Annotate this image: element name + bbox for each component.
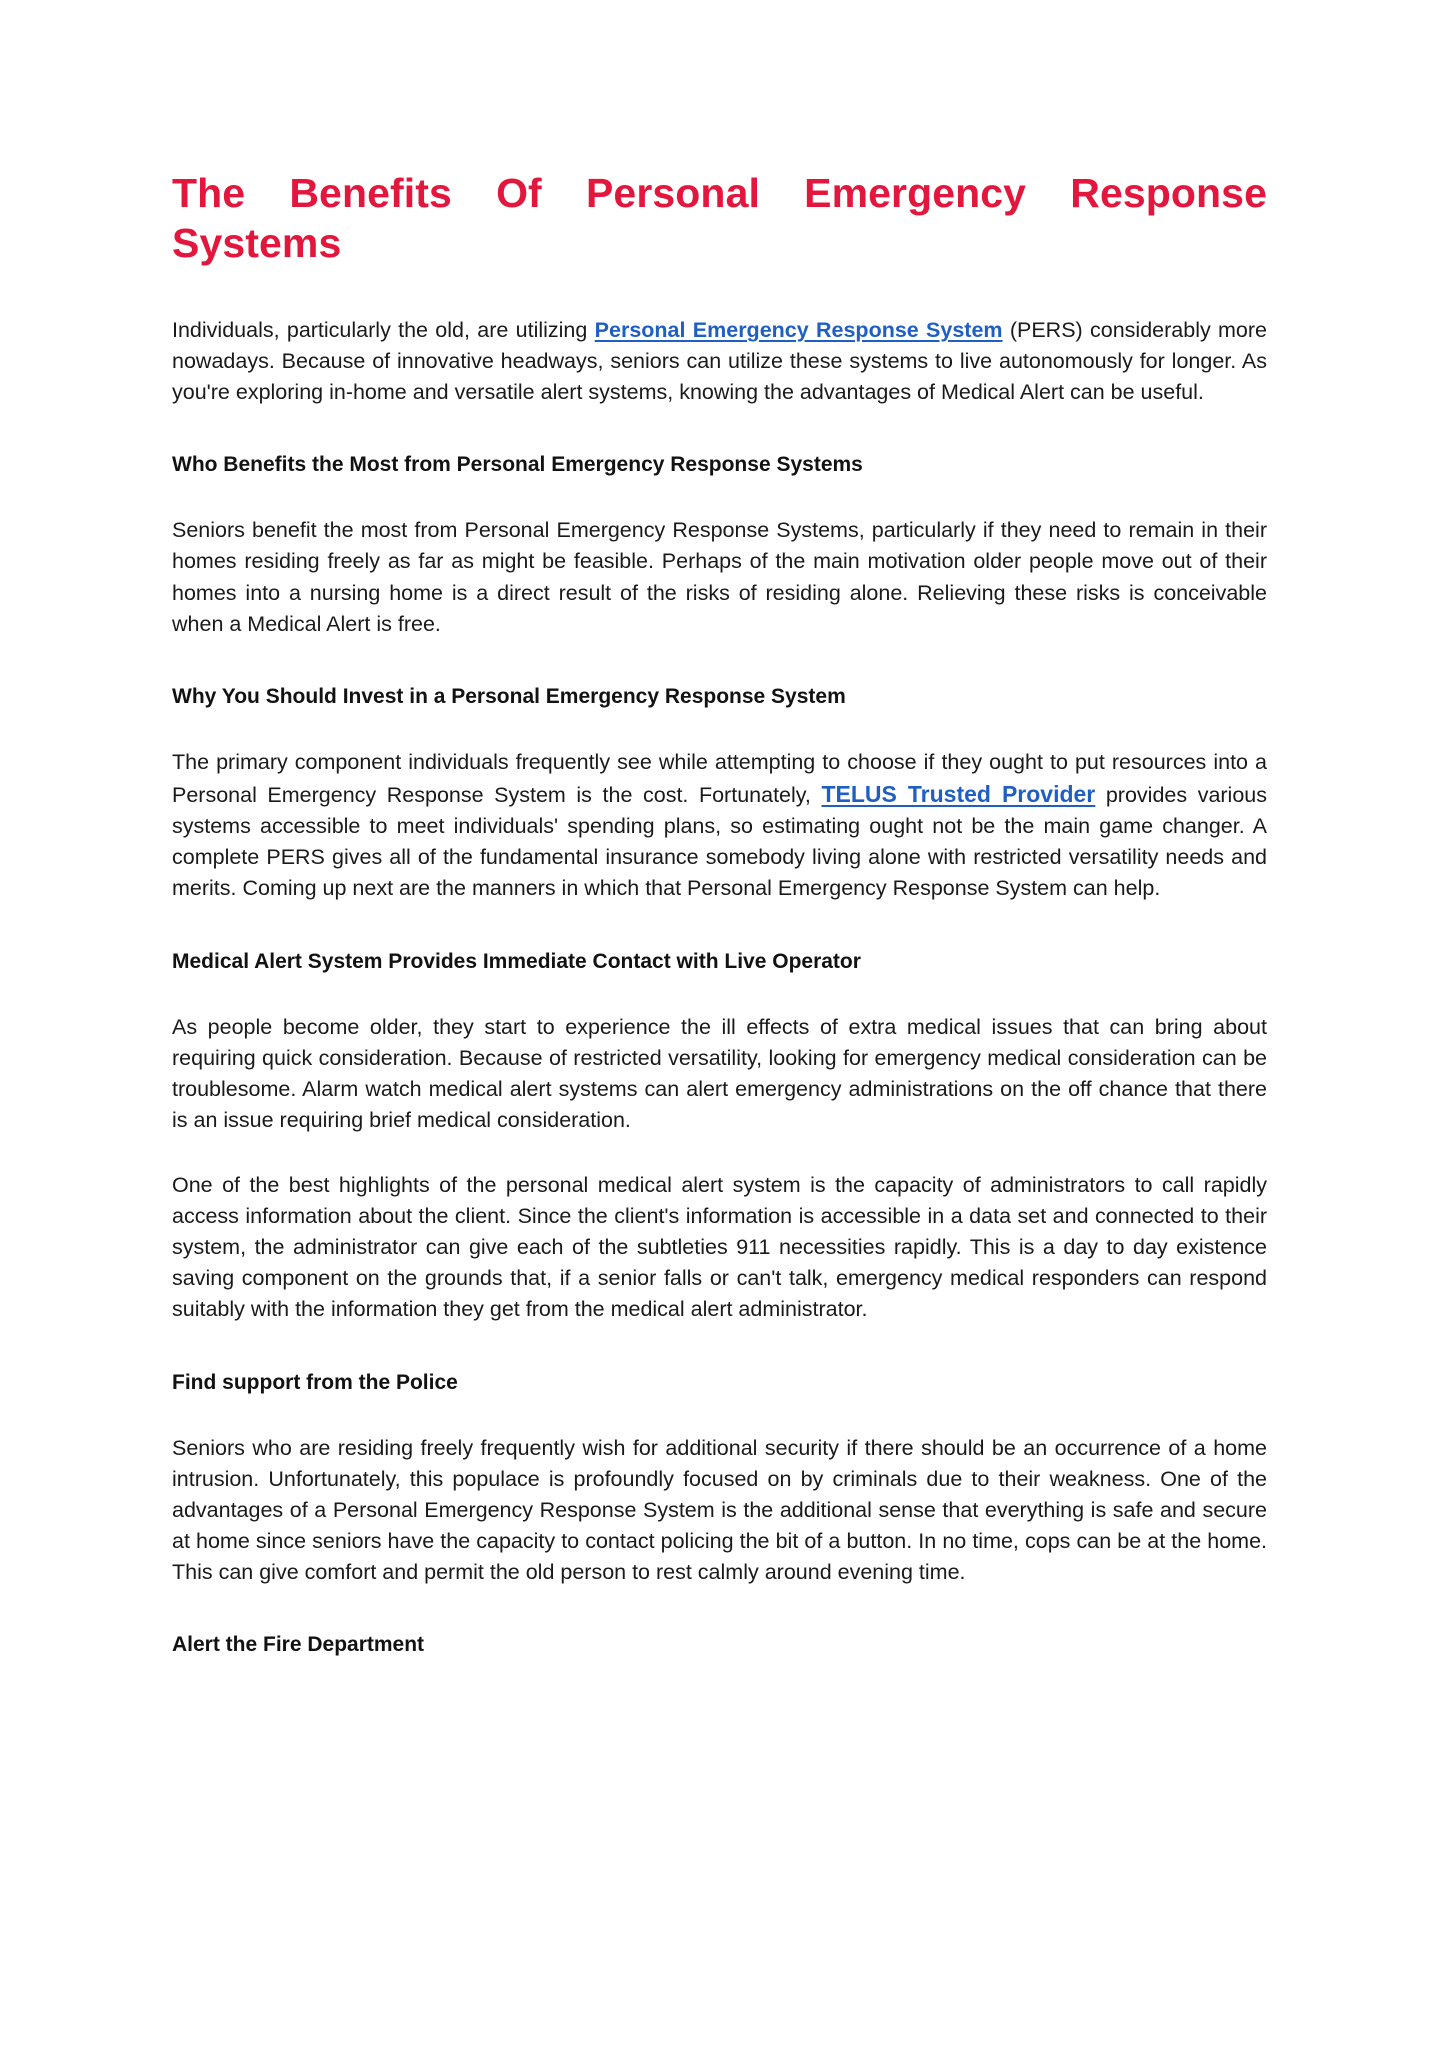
intro-paragraph bbox=[172, 315, 1267, 408]
section-heading-police: Find support from the Police bbox=[172, 1370, 458, 1394]
section-paragraph-live-operator-1: As people become older, they start to experience the ill effects of extra medical issues that can bring about requiring quick consideration. Because of restricted versatility, looking for emergency medical consideration can be troublesome. Alarm watch medical alert systems can alert emergency administrations on the off chance that there is an issue requiring brief medical consideration. bbox=[172, 1014, 1267, 1133]
spacer bbox=[172, 479, 1267, 515]
section-heading-why-invest: Why You Should Invest in a Personal Emergency Response System bbox=[172, 684, 846, 708]
why-invest-text-after-link: provides various systems accessible to meet individuals' spending plans, so estimating ought not be the main game changer. A complete PERS gives all of the fundamental insurance somebody living alone with restricted versatility needs and merits. Coming up next are the manners in which that Personal Emergency Response System can help. bbox=[172, 783, 1267, 901]
spacer bbox=[172, 1136, 1267, 1170]
section-paragraph-who-benefits: Seniors benefit the most from Personal Emergency Response Systems, particularly if they need to remain in their homes residing freely as far as might be feasible. Perhaps of the main motivation older people move out of their homes into a nursing home is a direct result of the risks of residing alone. Relieving these risks is conceivable when a Medical Alert is free. bbox=[172, 518, 1267, 636]
why-invest-text-before-link: The primary component individuals frequently see while attempting to choose if they ought to put resources into a Personal Emergency Response System is the cost. Fortunately, bbox=[172, 750, 1267, 808]
section-paragraph-live-operator-2: One of the best highlights of the personal medical alert system is the capacity of administrators to call rapidly access information about the client. Since the client's information is accessible in a data set and connected to their system, the administrator can give each of the subtleties 911 necessities rapidly. This is a day to day existence saving component on the grounds that, if a senior falls or can't talk, emergency medical responders can respond suitably with the information they get from the medical alert administrator. bbox=[172, 1173, 1267, 1322]
spacer bbox=[172, 711, 1267, 747]
spacer bbox=[172, 905, 1267, 947]
section-heading-who-benefits: Who Benefits the Most from Personal Emergency Response Systems bbox=[172, 453, 863, 477]
telus-trusted-provider-link[interactable]: TELUS Trusted Provider bbox=[821, 781, 1096, 808]
section-paragraph-police: Seniors who are residing freely frequently wish for additional security if there should be an occurrence of a home intrusion. Unfortunately, this populace is profoundly focused on by criminals due to their weakness. One of the advantages of a Personal Emergency Response System is the additional sense that everything is safe and secure at home since seniors have the capacity to contact policing the bit of a button. In no time, cops can be at the home. This can give comfort and permit the old person to rest calmly around evening time. bbox=[172, 1435, 1267, 1585]
spacer bbox=[172, 1326, 1267, 1368]
spacer bbox=[172, 640, 1267, 682]
page-title-line-2: Systems bbox=[172, 220, 342, 267]
section-paragraph-why-invest bbox=[172, 747, 1267, 904]
section-heading-fire-department: Alert the Fire Department bbox=[172, 1633, 425, 1657]
section-heading-live-operator: Medical Alert System Provides Immediate Contact with Live Operator bbox=[172, 949, 861, 973]
spacer bbox=[172, 976, 1267, 1012]
page-title bbox=[172, 168, 1267, 269]
spacer bbox=[172, 1397, 1267, 1433]
page-title-line-1: The Benefits Of Personal Emergency Response bbox=[172, 170, 1267, 216]
document-content bbox=[172, 168, 1267, 1660]
spacer bbox=[172, 269, 1267, 315]
intro-text-after-link: (PERS) considerably more nowadays. Because of innovative headways, seniors can utilize these systems to live autonomously for longer. As you're exploring in-home and versatile alert systems, knowing the advantages of Medical Alert can be useful. bbox=[172, 317, 1268, 404]
spacer bbox=[172, 408, 1267, 450]
spacer bbox=[172, 1588, 1267, 1630]
pers-link[interactable]: Personal Emergency Response System bbox=[594, 317, 1003, 342]
intro-text-before-link: Individuals, particularly the old, are utilizing bbox=[172, 317, 595, 342]
